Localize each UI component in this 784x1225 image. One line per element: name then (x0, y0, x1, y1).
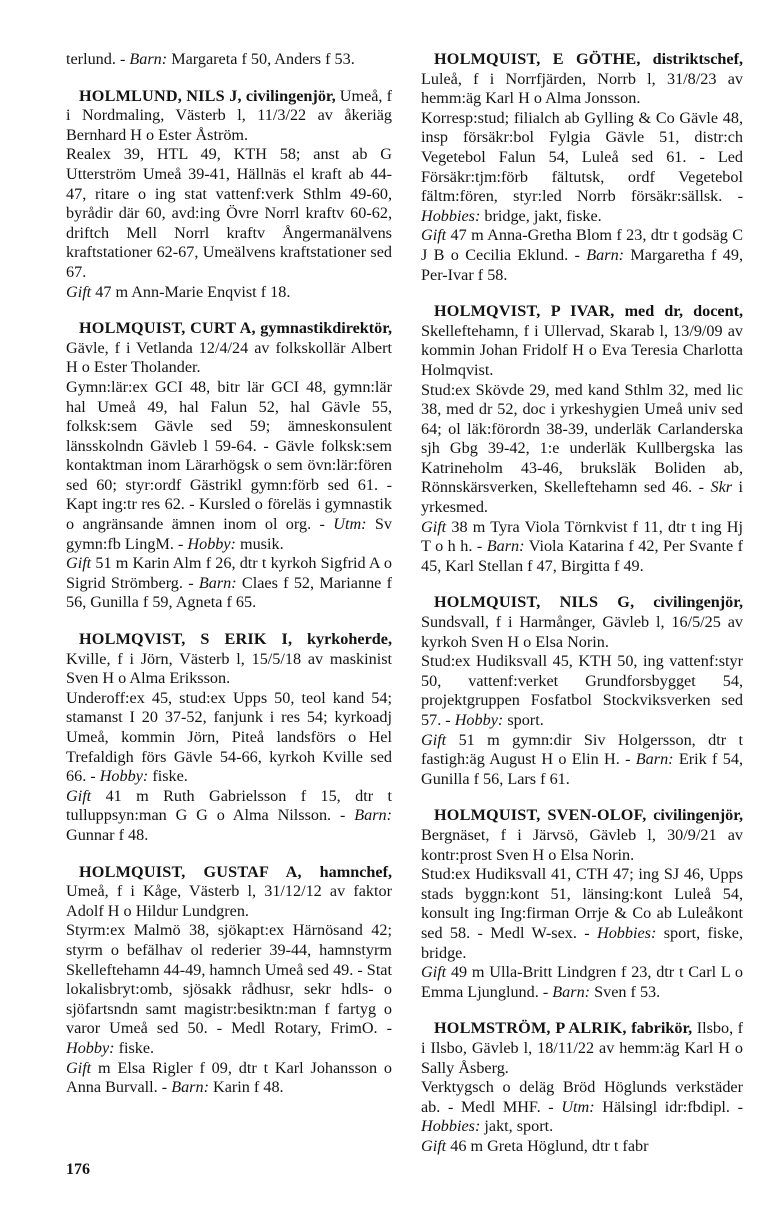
entry-career: Stud:ex Hudiksvall 41, CTH 47; ing SJ 46, Upps stads byggn:kont 51, länsing:kont Luleå 54, konsult ing Ing:firman Orrje & Co ab Luleåkont sed 58. - Medl W-sex. (421, 865, 743, 942)
entry-name: HOLMQUIST, SVEN-OLOF, (434, 806, 647, 825)
barn-text: Claes f 52, Marianne f 56, Gunilla f 59, Agneta f 65. (66, 573, 393, 612)
barn-label: Barn: (129, 50, 168, 68)
entry-title: civilingenjör, (245, 86, 336, 105)
entry-text: terlund. (66, 50, 116, 68)
gift-label: Gift (421, 730, 447, 749)
entry-name: HOLMQVIST, S ERIK I, (79, 630, 293, 649)
entry-title: kyrkoherde, (307, 630, 392, 649)
barn-text: Gunnar f 48. (66, 825, 149, 844)
barn-label: Barn: (586, 245, 625, 264)
entry-title: hamnchef, (319, 862, 393, 881)
entry-title: gymnastikdirektör, (260, 319, 393, 338)
skr-text: i yrkesmed. (421, 478, 744, 517)
barn-text: Viola Katarina f 42, Per Svante f 45, Karl Stellan f 47, Birgitta f 49. (421, 537, 744, 575)
hobbies-text: sport, fiske, bridge. (421, 923, 744, 962)
entry-name: HOLMQUIST, NILS G, (434, 593, 635, 612)
utm-label: Utm: (561, 1097, 595, 1116)
entry-career: Stud:ex Hudiksvall 45, KTH 50, ing vattenf:styr 50, vattenf:verket Grundforsbygget 54, projektgruppen Fosfatbol Stockviksverken sed 57. (421, 652, 743, 729)
gift-text: 49 m Ulla-Britt Lindgren f 23, dtr t Carl L o Emma Ljunglund. (421, 963, 743, 1001)
entry-name: HOLMQUIST, GUSTAF A, (79, 862, 302, 881)
gift-label: Gift (66, 554, 92, 573)
hobbies-text: jakt, sport. (480, 1117, 554, 1136)
entry-career: Gymn:lär:ex GCI 48, bitr lär GCI 48, gymn:lär hal Umeå 49, hal Falun 52, hal Gävle 55, folksk:sem Gävle sed 59; ämneskonsulent länsskolndn Gävleb l 59-64. - Gävle folksk:sem kontaktman inom Lärarhögsk o sem övn:lär:fören sed 60; styr:ordf Gästrikl gymn:förb sed 61. - Kapt ing:tr res 62. - Kursled o föreläs i gymnastik o angränsande ämnen inom ol org. (66, 377, 392, 534)
entry-holmquist-gustaf: HOLMQUIST, GUSTAF A, hamnchef, Umeå, f i Kåge, Västerb l, 31/12/12 av faktor Adolf H o Hildur Lundgren. Styrm:ex Malmö 38, sjökapt:ex Härnösand 42; styrm o befälhav ol rederier 39-44, hamnstyrm Skelleftehamn 44-49, hamnch Umeå sed 49. - Stat lokalisbryt:omb, sjösakk rådhusr, sekr hdls- o sjöfartsndn samt magistr:besiktn:man f fartyg o varor Umeå sed 50. - Medl Rotary, FrimO. - Hobby: fiske. Gift m Elsa Rigler f 09, dtr t Karl Johansson o Anna Burvall. - Barn: Karin f 48. (66, 862, 393, 1097)
gift-label: Gift (66, 282, 92, 301)
gift-text: 41 m Ruth Gabrielsson f 15, dtr t tulluppsyn:man G G o Alma Nilsson. (66, 786, 392, 825)
gift-label: Gift (421, 1136, 447, 1155)
entry-career: Korresp:stud; filialch ab Gylling & Co Gävle 48, insp försäkr:bol Fylgia Gävle 51, distr:ch Vegetebol Falun 54, Luleå sed 61. - Led Försäkr:tjm:förb fältutsk, ordf Vegetebol fältm:fören, styr:led Norrb försäkr:sällsk. (421, 108, 743, 206)
gift-label: Gift (66, 786, 92, 805)
utm-label: Utm: (333, 515, 367, 534)
entry-intro: Kville, f i Jörn, Västerb l, 15/5/18 av maskinist Sven H o Alma Eriksson. (66, 649, 392, 688)
hobby-label: Hobby: (99, 767, 149, 786)
gift-label: Gift (421, 226, 447, 245)
entry-career: Underoff:ex 45, stud:ex Upps 50, teol kand 54; stamanst I 20 37-52, fanjunk i res 54; kyrkoadj Umeå, kommin Jörn, Piteå landsförs o Hel Trefaldigh förs Gävle 54-66, kyrkoh Kville sed 66. (66, 688, 392, 786)
hobbies-label: Hobbies: (421, 206, 481, 225)
barn-text: Margareta f 50, Anders f 53. (167, 50, 355, 68)
gift-label: Gift (421, 517, 447, 536)
left-column (66, 50, 392, 1098)
entry-holmquist-curt: HOLMQUIST, CURT A, gymnastikdirektör, Gävle, f i Vetlanda 12/4/24 av folkskollär Albert H o Ester Tholander. Gymn:lär:ex GCI 48, bitr lär GCI 48, gymn:lär hal Umeå 49, hal Falun 52, hal Gävle 55, folksk:sem Gävle sed 59; ämneskonsulent länsskolndn Gävleb l 59-64. - Gävle folksk:sem kontaktman inom Lärarhögsk o sem övn:lär:fören sed 60; styr:ordf Gästrikl gymn:förb sed 61. - Kapt ing:tr res 62. - Kursled o föreläs i gymnastik o angränsande ämnen inom ol org. - Utm: Sv gymn:fb LingM. - Hobby: musik. Gift 51 m Karin Alm f 26, dtr t kyrkoh Sigfrid A o Sigrid Strömberg. - Barn: Claes f 52, Marianne f 56, Gunilla f 59, Agneta f 65. (66, 319, 393, 612)
entry-intro: Gävle, f i Vetlanda 12/4/24 av folkskollär Albert H o Ester Tholander. (66, 338, 392, 377)
entry-holmquist-sven-olof: HOLMQUIST, SVEN-OLOF, civilingenjör, Bergnäset, f i Järvsö, Gävleb l, 30/9/21 av kontr:prost Sven H o Elsa Norin. Stud:ex Hudiksvall 41, CTH 47; ing SJ 46, Upps stads byggn:kont 51, länsing:kont Luleå 54, konsult ing Ing:firman Orrje & Co ab Luleåkont sed 58. - Medl W-sex. - Hobbies: sport, fiske, bridge. Gift 49 m Ulla-Britt Lindgren f 23, dtr t Carl L o Emma Ljunglund. - Barn: Sven f 53. (421, 806, 744, 1001)
entry-career: Verktygsch o deläg Bröd Höglunds verkstäder ab. - Medl MHF. (421, 1078, 743, 1116)
entry-title: distriktschef, (652, 50, 743, 68)
utm-text: Sv gymn:fb LingM. (66, 515, 392, 553)
right-column (421, 50, 743, 1156)
gift-text: 46 m Greta Höglund, dtr t fabr (446, 1136, 649, 1155)
entry-holmlund-nils (66, 87, 392, 303)
entry-name: HOLMQUIST, E GÖTHE, (434, 50, 641, 68)
utm-text: Hälsingl idr:fbdipl. (594, 1097, 730, 1116)
entry-career: Stud:ex Skövde 29, med kand Sthlm 32, med lic 38, med dr 52, doc i yrkeshygien Umeå univ sed 64; ol läk:förordn 38-39, underläk Carlanderska sjh Gbg 39-42, 1:e underläk Kullbergska las Katrineholm 43-46, bruksläk Boliden ab, Rönnskärsverken, Skelleftehamn sed 46. (421, 380, 743, 497)
barn-label: Barn: (354, 806, 392, 825)
hobby-label: Hobby: (66, 1038, 115, 1057)
barn-label: Barn: (635, 750, 674, 769)
gift-text: 51 m Karin Alm f 26, dtr t kyrkoh Sigfrid A o Sigrid Strömberg. (66, 554, 392, 592)
entry-continuation: terlund. - Barn: Margareta f 50, Anders f 53. (66, 50, 355, 68)
entry-title: civilingenjör, (653, 593, 743, 612)
hobbies-label: Hobbies: (421, 1117, 481, 1136)
skr-label: Skr (710, 478, 733, 497)
entry-name: HOLMQUIST, CURT A, (79, 319, 256, 338)
gift-text: 51 m gymn:dir Siv Holgersson, dtr t fastigh:äg August H o Elin H. (421, 730, 743, 769)
hobbies-text: bridge, jakt, fiske. (480, 206, 602, 225)
hobby-label: Hobby: (454, 711, 504, 729)
gift-label: Gift (66, 1058, 92, 1077)
gift-label: Gift (421, 963, 447, 982)
entry-intro: Ilsbo, f i Ilsbo, Gävleb l, 18/11/22 av hemm:äg Karl H o Sally Åsberg. (421, 1019, 744, 1077)
barn-text: Karin f 48. (208, 1078, 284, 1097)
gift-text: 38 m Tyra Viola Törnkvist f 11, dtr t ing Hj T o h h. (421, 517, 743, 556)
entry-title: civilingenjör, (653, 806, 743, 825)
barn-text: Erik f 54, Gunilla f 56, Lars f 61. (421, 750, 743, 788)
entry-career: Realex 39, HTL 49, KTH 58; anst ab G Utterström Umeå 39-41, Hällnäs el kraft ab 44-47, ritare o ing stat vattenf:verk Sthlm 49-60, byrådir där 60, avd:ing Övre Norrl kraftv 60-62, driftch Mell Norrl kraftv Ångermanälvens kraftstationer 62-67, Umeälvens kraftstationer sed 67. (66, 145, 392, 281)
hobby-text: sport. (503, 711, 544, 729)
hobby-text: musik. (235, 534, 284, 553)
gift-text: m Elsa Rigler f 09, dtr t Karl Johansson o Anna Burvall. (66, 1058, 392, 1097)
entry-holmquist-gothe: HOLMQUIST, E GÖTHE, distriktschef, Luleå, f i Norrfjärden, Norrb l, 31/8/23 av hemm:äg Karl H o Alma Jonsson. Korresp:stud; filialch ab Gylling & Co Gävle 48, insp försäkr:bol Fylgia Gävle 51, distr:ch Vegetebol Falun 54, Luleå sed 61. - Led Försäkr:tjm:förb fältutsk, ordf Vegetebol fältm:fören, styr:led Norrb försäkr:sällsk. - Hobbies: bridge, jakt, fiske. Gift 47 m Anna-Gretha Blom f 23, dtr t godsäg C J B o Cecilia Eklund. - Barn: Margaretha f 49, Per-Ivar f 58. (421, 50, 744, 284)
hobby-label: Hobby: (187, 534, 236, 553)
entry-name: HOLMSTRÖM, P ALRIK, (434, 1019, 627, 1038)
barn-label: Barn: (486, 537, 525, 556)
entry-intro: Umeå, f i Kåge, Västerb l, 31/12/12 av faktor Adolf H o Hildur Lundgren. (66, 882, 392, 920)
entry-title: med dr, docent, (624, 302, 744, 321)
entry-holmstrom-alrik: HOLMSTRÖM, P ALRIK, fabrikör, Ilsbo, f i Ilsbo, Gävleb l, 18/11/22 av hemm:äg Karl H o Sally Åsberg. Verktygsch o deläg Bröd Höglunds verkstäder ab. - Medl MHF. - Utm: Hälsingl idr:fbdipl. - Hobbies: jakt, sport. Gift 46 m Greta Höglund, dtr t fabr (421, 1019, 744, 1155)
hobby-text: fiske. (148, 767, 188, 786)
entry-career: Styrm:ex Malmö 38, sjökapt:ex Härnösand 42; styrm o befälhav ol rederier 39-44, hamnstyrm Skelleftehamn 44-49, hamnch Umeå sed 49. - Stat lokalisbryt:omb, sjösakk rådhusr, sekr hdls- o sjöfartsndn samt magistr:besiktn:man f fartyg o varor Umeå sed 50. - Medl Rotary, FrimO. (66, 921, 392, 1038)
gift-text: 47 m Ann-Marie Enqvist f 18. (91, 282, 291, 301)
gift-text: 47 m Anna-Gretha Blom f 23, dtr t godsäg C J B o Cecilia Eklund. (421, 226, 743, 264)
entry-title: fabrikör, (631, 1019, 693, 1038)
barn-text: Sven f 53. (590, 982, 661, 1001)
page-number: 176 (66, 1161, 90, 1178)
barn-label: Barn: (198, 573, 237, 592)
entry-intro: Umeå, f i Nordmaling, Västerb l, 11/3/22 av åkeriäg Bernhard H o Ester Åström. (66, 86, 392, 144)
entry-holmqvist-ivar: HOLMQVIST, P IVAR, med dr, docent, Skelleftehamn, f i Ullervad, Skarab l, 13/9/09 av kommin Johan Fridolf H o Eva Teresia Charlotta Holmqvist. Stud:ex Skövde 29, med kand Sthlm 32, med lic 38, med dr 52, doc i yrkeshygien Umeå univ sed 64; ol läk:förordn 38-39, underläk Carlanderska sjh Gbg 39-42, 1:e underläk Kullbergska las Katrineholm 43-46, bruksläk Boliden ab, Rönnskärsverken, Skelleftehamn sed 46. - Skr i yrkesmed. Gift 38 m Tyra Viola Törnkvist f 11, dtr t ing Hj T o h h. - Barn: Viola Katarina f 42, Per Svante f 45, Karl Stellan f 47, Birgitta f 49. (421, 302, 744, 575)
entry-intro: Luleå, f i Norrfjärden, Norrb l, 31/8/23 av hemm:äg Karl H o Alma Jonsson. (421, 69, 743, 108)
entry-name: HOLMLUND, NILS J, (79, 86, 242, 105)
barn-label: Barn: (171, 1078, 209, 1097)
entry-intro: Bergnäset, f i Järvsö, Gävleb l, 30/9/21 av kontr:prost Sven H o Elsa Norin. (421, 825, 743, 864)
barn-label: Barn: (552, 982, 591, 1001)
entry-holmquist-nils: HOLMQUIST, NILS G, civilingenjör, Sundsvall, f i Harmånger, Gävleb l, 16/5/25 av kyrkoh Sven H o Elsa Norin. Stud:ex Hudiksvall 45, KTH 50, ing vattenf:styr 50, vattenf:verket Grundforsbygget 54, projektgruppen Fosfatbol Stockviksverken sed 57. - Hobby: sport. Gift 51 m gymn:dir Siv Holgersson, dtr t fastigh:äg August H o Elin H. - Barn: Erik f 54, Gunilla f 56, Lars f 61. (421, 593, 743, 788)
entry-intro: Sundsvall, f i Harmånger, Gävleb l, 16/5/25 av kyrkoh Sven H o Elsa Norin. (421, 613, 743, 651)
barn-text: Margaretha f 49, Per-Ivar f 58. (421, 245, 743, 284)
hobby-text: fiske. (114, 1038, 155, 1057)
entry-holmqvist-erik: HOLMQVIST, S ERIK I, kyrkoherde, Kville, f i Jörn, Västerb l, 15/5/18 av maskinist Sven H o Alma Eriksson. Underoff:ex 45, stud:ex Upps 50, teol kand 54; stamanst I 20 37-52, fanjunk i res 54; kyrkoadj Umeå, kommin Jörn, Piteå landsförs o Hel Trefaldigh förs Gävle 54-66, kyrkoh Kville sed 66. - Hobby: fiske. Gift 41 m Ruth Gabrielsson f 15, dtr t tulluppsyn:man G G o Alma Nilsson. - Barn: Gunnar f 48. (66, 630, 392, 844)
entry-name: HOLMQVIST, P IVAR, (434, 302, 615, 321)
entry-intro: Skelleftehamn, f i Ullervad, Skarab l, 13/9/09 av kommin Johan Fridolf H o Eva Teresia Charlotta Holmqvist. (421, 321, 743, 379)
hobbies-label: Hobbies: (597, 923, 657, 942)
